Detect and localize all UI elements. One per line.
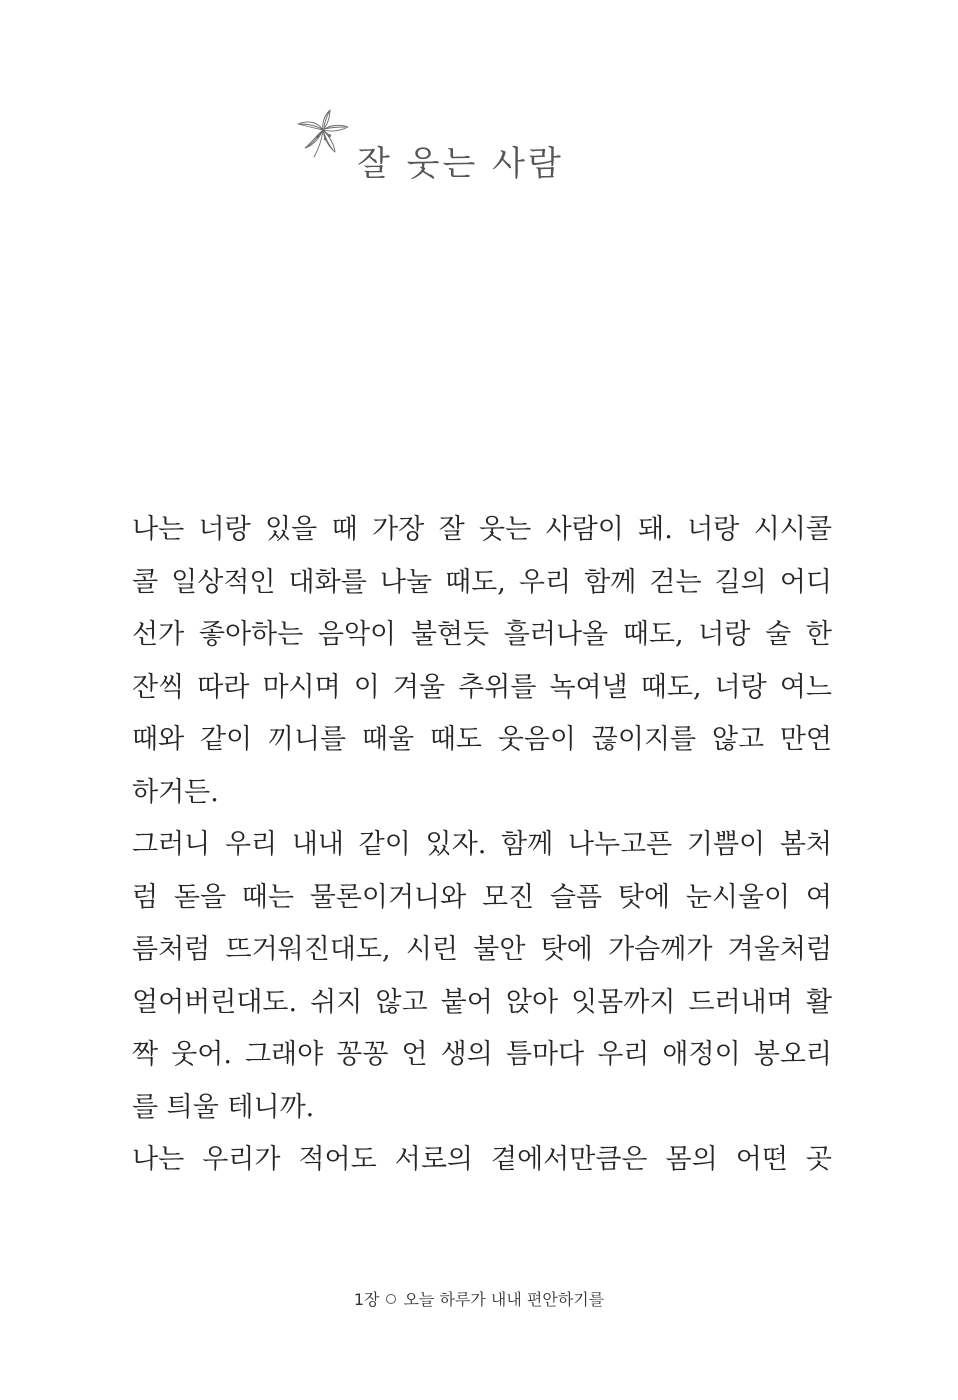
- body-line: 그러니 우리 내내 같이 있자. 함께 나누고픈 기쁨이 봄처: [132, 829, 832, 860]
- body-line: 선가 좋아하는 음악이 불현듯 흘러나올 때도, 너랑 술 한: [132, 619, 832, 650]
- body-line: 름처럼 뜨거워진대도, 시린 불안 탓에 가슴께가 겨울처럼: [132, 934, 832, 965]
- body-line: 때와 같이 끼니를 때울 때도 웃음이 끊이지를 않고 만연: [132, 724, 832, 755]
- chapter-title: 오늘 하루가 내내 편안하기를: [403, 1290, 605, 1309]
- body-line: 잔씩 따라 마시며 이 겨울 추위를 녹여낼 때도, 너랑 여느: [132, 671, 832, 703]
- page-title: 잘 웃는 사람: [357, 144, 564, 184]
- body-line: 얼어버린대도. 쉬지 않고 붙어 앉아 잇몸까지 드러내며 활: [132, 986, 832, 1018]
- lily-flower-icon: [292, 108, 354, 158]
- body-line: 짝 웃어. 그래야 꽁꽁 언 생의 틈마다 우리 애정이 봉오리: [132, 1039, 832, 1070]
- body-line: 하거든.: [132, 776, 219, 808]
- body-line: 럼 돋을 때는 물론이거니와 모진 슬픔 탓에 눈시울이 여: [132, 881, 832, 913]
- body-line: 나는 너랑 있을 때 가장 잘 웃는 사람이 돼. 너랑 시시콜: [132, 514, 832, 545]
- body-line: 를 틔울 테니까.: [132, 1091, 315, 1123]
- chapter-number: 1장: [353, 1290, 380, 1309]
- body-text: [132, 504, 832, 1187]
- body-line: 나는 우리가 적어도 서로의 곁에서만큼은 몸의 어떤 곳: [132, 1144, 832, 1175]
- circle-separator-icon: [386, 1294, 396, 1304]
- body-line: 콜 일상적인 대화를 나눌 때도, 우리 함께 걷는 길의 어디: [132, 566, 832, 598]
- running-footer: [0, 1288, 958, 1312]
